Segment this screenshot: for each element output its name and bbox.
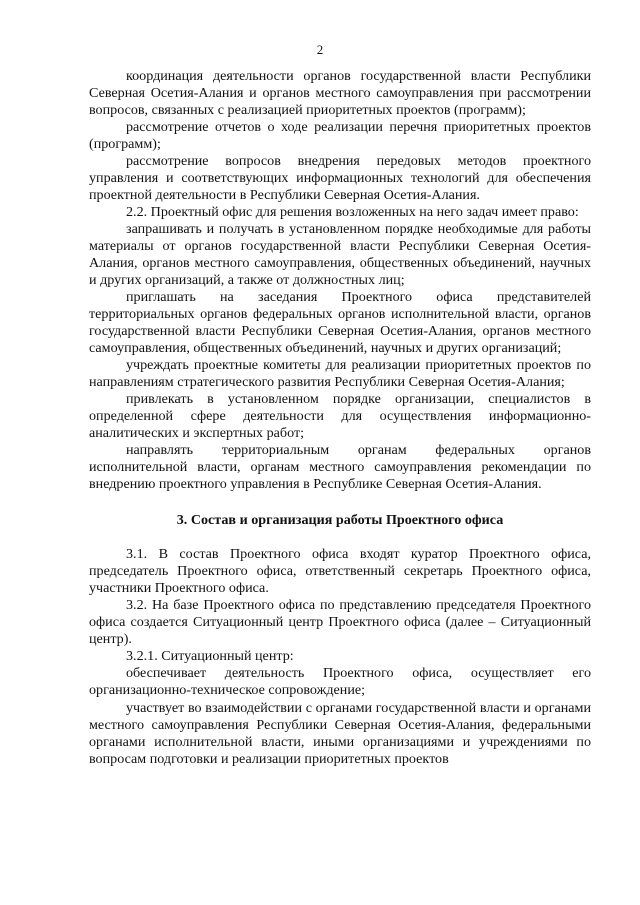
paragraph: 3.1. В состав Проектного офиса входят куратор Проектного офиса, председатель Проектного офиса, ответственный секретарь Проектного офиса, участники Проектного офиса. [89,546,591,596]
document-body [89,68,591,768]
paragraph: координация деятельности органов государственной власти Республики Северная Осетия-Алания и органов местного самоуправления при рассмотрении вопросов, связанных с реализацией приоритетных проектов (программ); [89,68,591,118]
paragraph: 3.2. На базе Проектного офиса по представлению председателя Проектного офиса создается Ситуационный центр Проектного офиса (далее – Ситуационный центр). [89,597,591,647]
paragraph: запрашивать и получать в установленном порядке необходимые для работы материалы от органов государственной власти Республики Северная Осетия-Алания, органов местного самоуправления, общественных объединений, научных и других организаций, а также от должностных лиц; [89,221,591,288]
paragraph: приглашать на заседания Проектного офиса представителей территориальных органов федеральных органов исполнительной власти, органов государственной власти Республики Северная Осетия-Алания, органов местного самоуправления, общественных объединений, научных и других организаций; [89,289,591,356]
paragraph: 3.2.1. Ситуационный центр: [126,648,294,664]
paragraph: обеспечивает деятельность Проектного офиса, осуществляет его организационно-техническое сопровождение; [89,665,591,698]
paragraph: учреждать проектные комитеты для реализации приоритетных проектов по направлениям стратегического развития Республики Северная Осетия-Алания; [89,357,591,390]
page-number: 2 [316,42,324,57]
paragraph: направлять территориальным органам федеральных органов исполнительной власти, органам местного самоуправления рекомендации по внедрению проектного управления в Республике Северная Осетия-Алания. [89,442,591,492]
paragraph: привлекать в установленном порядке организации, специалистов в определенной сфере деятельности для осуществления информационно-аналитических и экспертных работ; [89,391,591,441]
section-heading: 3. Состав и организация работы Проектного офиса [176,512,504,528]
paragraph: рассмотрение отчетов о ходе реализации перечня приоритетных проектов (программ); [89,119,591,152]
paragraph: 2.2. Проектный офис для решения возложенных на него задач имеет право: [126,204,579,220]
paragraph: рассмотрение вопросов внедрения передовых методов проектного управления и соответствующих информационных технологий для обеспечения проектной деятельности в Республики Северная Осетия-Алания. [89,153,591,203]
paragraph: участвует во взаимодействии с органами государственной власти и органами местного самоуправления Республики Северная Осетия-Алания, федеральными органами исполнительной власти, иными организациями и учреждениями по вопросам подготовки и реализации приоритетных проектов [89,700,591,767]
